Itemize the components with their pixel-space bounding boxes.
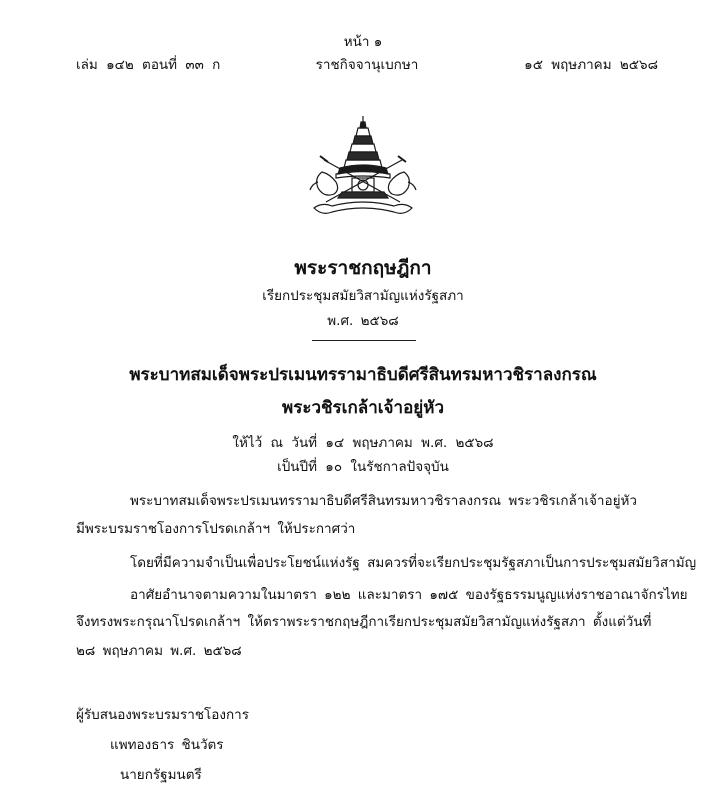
- paragraph-2: โดยที่มีความจำเป็นเพื่อประโยชน์แห่งรัฐ สมควรที่จะเรียกประชุมรัฐสภาเป็นการประชุมสมัยวิสามัญ: [130, 555, 697, 571]
- paragraph-3-line-3: ๒๘ พฤษภาคม พ.ศ. ๒๕๖๘: [76, 643, 242, 659]
- decree-title: พระราชกฤษฎีกา: [294, 257, 432, 279]
- paragraph-1-line-1: พระบาทสมเด็จพระปรเมนทรรามาธิบดีศรีสินทรมหาวชิราลงกรณ พระวชิรเกล้าเจ้าอยู่หัว: [130, 493, 638, 509]
- king-name-line1: พระบาทสมเด็จพระปรเมนทรรามาธิบดีศรีสินทรมหาวชิราลงกรณ: [129, 365, 597, 385]
- decree-subtitle: เรียกประชุมสมัยวิสามัญแห่งรัฐสภา: [262, 288, 464, 304]
- countersign-label: ผู้รับสนองพระบรมราชโองการ: [76, 707, 249, 723]
- paragraph-1-line-2: มีพระบรมราชโองการโปรดเกล้าฯ ให้ประกาศว่า: [76, 521, 356, 537]
- decree-year: พ.ศ. ๒๕๖๘: [327, 313, 399, 329]
- paragraph-3-line-1: อาศัยอำนาจตามความในมาตรา ๑๒๒ และมาตรา ๑๗๕ ของรัฐธรรมนูญแห่งราชอาณาจักรไทย: [130, 587, 688, 603]
- page-number: หน้า ๑: [343, 34, 383, 50]
- countersigner-name: แพทองธาร ชินวัตร: [110, 737, 224, 753]
- reign-year: เป็นปีที่ ๑๐ ในรัชกาลปัจจุบัน: [277, 459, 449, 475]
- king-name-line2: พระวชิรเกล้าเจ้าอยู่หัว: [282, 398, 444, 418]
- volume-info: เล่ม ๑๔๒ ตอนที่ ๓๓ ก: [76, 57, 221, 73]
- gazette-date: ๑๕ พฤษภาคม ๒๕๖๘: [524, 57, 658, 73]
- gazette-name: ราชกิจจานุเบกษา: [315, 57, 419, 73]
- countersigner-title: นายกรัฐมนตรี: [120, 767, 202, 783]
- paragraph-3-line-2: จึงทรงพระกรุณาโปรดเกล้าฯ ให้ตราพระราชกฤษฎีกาเรียกประชุมสมัยวิสามัญแห่งรัฐสภา ตั้งแต่วันที่: [76, 614, 652, 630]
- title-divider: [312, 340, 416, 341]
- given-date: ให้ไว้ ณ วันที่ ๑๔ พฤษภาคม พ.ศ. ๒๕๖๘: [232, 435, 494, 451]
- royal-emblem-icon: [302, 112, 424, 224]
- gazette-header: [76, 53, 658, 73]
